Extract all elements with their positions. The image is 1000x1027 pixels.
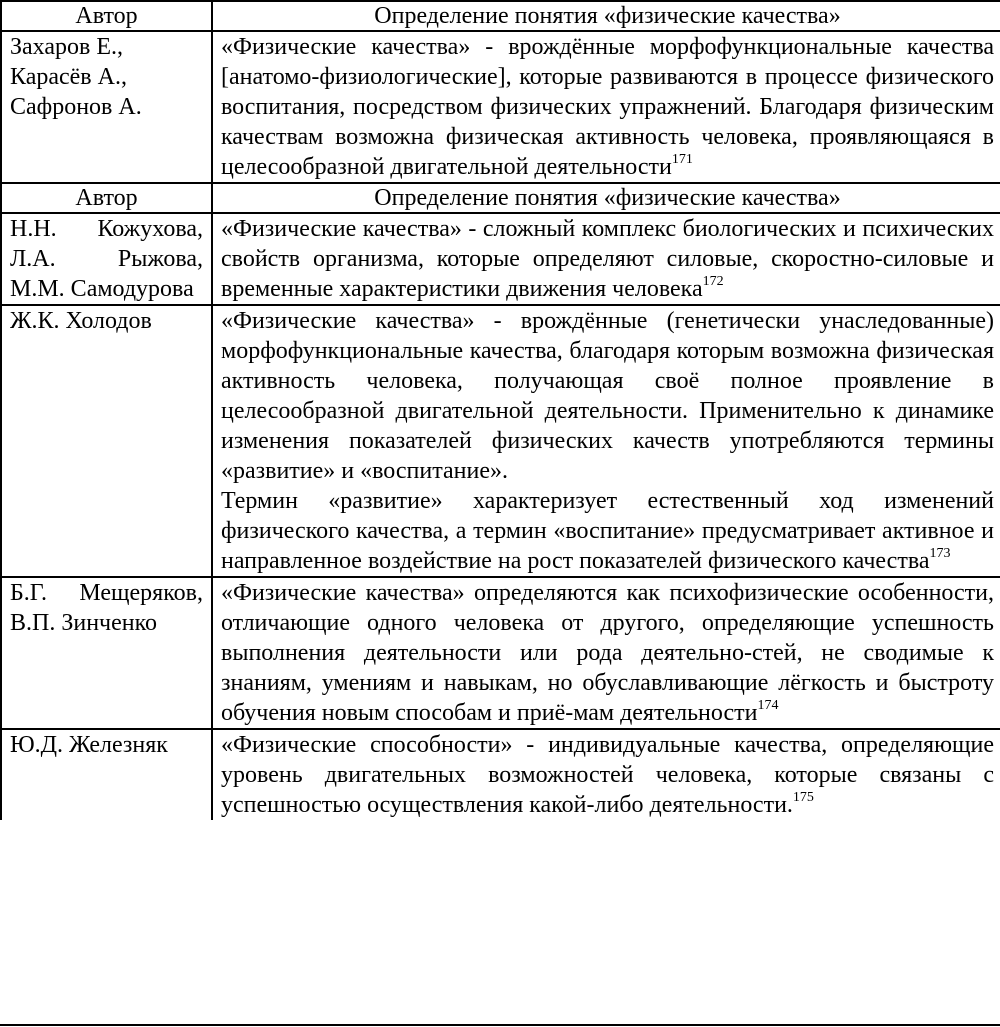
- table-row: [1, 577, 1000, 729]
- author-name: Ю.Д. Железняк: [10, 732, 168, 758]
- footnote-ref: 172: [702, 274, 724, 289]
- definition-text: «Физические способности» - индивидуальные качества, определяющие уровень двигательных возможностей человека, которые связаны с успешностью осуществления какой-либо деятельности.: [221, 732, 994, 818]
- table-header-row: [1, 1, 1000, 31]
- footnote-ref: 175: [792, 790, 814, 805]
- author-name: Захаров Е., Карасёв А., Сафронов А.: [10, 34, 142, 120]
- author-cell: [1, 305, 212, 577]
- author-cell: [1, 31, 212, 183]
- definition-cell: [212, 305, 1000, 577]
- author-cell: [1, 577, 212, 729]
- header-author: Автор: [1, 183, 212, 213]
- definition-cell: [212, 213, 1000, 305]
- footnote-ref: 174: [757, 698, 779, 713]
- author-name: Б.Г. Мещеряков, В.П. Зинченко: [10, 580, 203, 636]
- definition-text: «Физические качества» - врождённые морфофункциональные качества [анатомо-физиологические], которые развиваются в процессе физического воспитания, посредством физических упражнений. Благодаря физическим качествам возможна физическая активность человека, проявляющаяся в целесообразной двигательной деятельности: [221, 34, 994, 180]
- table-row: [1, 305, 1000, 577]
- definition-cell: [212, 31, 1000, 183]
- definition-text: «Физические качества» - врождённые (генетически унаследованные) морфофункциональные качества, благодаря которым возможна физическая активность человека, получающая своё полное проявление в целесообразной двигательной деятельности. Применительно к динамике изменения показателей физических качеств употребляются термины «развитие» и «воспитание».: [221, 308, 994, 484]
- definition-text: «Физические качества» - сложный комплекс биологических и психических свойств организма, которые определяют силовые, скоростно-силовые и временные характеристики движения человека: [221, 216, 994, 302]
- table-row: [1, 729, 1000, 820]
- header-definition: Определение понятия «физические качества»: [212, 183, 1000, 213]
- table-row: [1, 31, 1000, 183]
- header-author: Автор: [1, 1, 212, 31]
- table-header-row: [1, 183, 1000, 213]
- definition-cell: [212, 577, 1000, 729]
- definition-cell: [212, 729, 1000, 820]
- footnote-ref: 171: [671, 152, 693, 167]
- definition-text-continued: [221, 486, 994, 576]
- table-row: [1, 213, 1000, 305]
- footnote-ref: 173: [929, 546, 951, 561]
- definition-text: «Физические качества» определяются как психофизические особенности, отличающие одного человека от другого, определяющие успешность выполнения деятельности или рода деятельно-стей, не сводимые к знаниям, умениям и навыкам, но обуславливающие лёгкость и быстроту обучения новым способам и приё-мам деятельности: [221, 580, 994, 726]
- author-cell: [1, 213, 212, 305]
- header-definition: Определение понятия «физические качества»: [212, 1, 1000, 31]
- author-name: Н.Н. Кожухова, Л.А. Рыжова, М.М. Самодурова: [10, 216, 203, 302]
- author-cell: [1, 729, 212, 820]
- definition-text-part: Термин «развитие» характеризует естественный ход изменений физического качества, а термин «воспитание» предусматривает активное и направленное воздействие на рост показателей физического качества: [221, 488, 994, 574]
- author-name: Ж.К. Холодов: [10, 308, 152, 334]
- bottom-rule: [0, 1024, 1000, 1026]
